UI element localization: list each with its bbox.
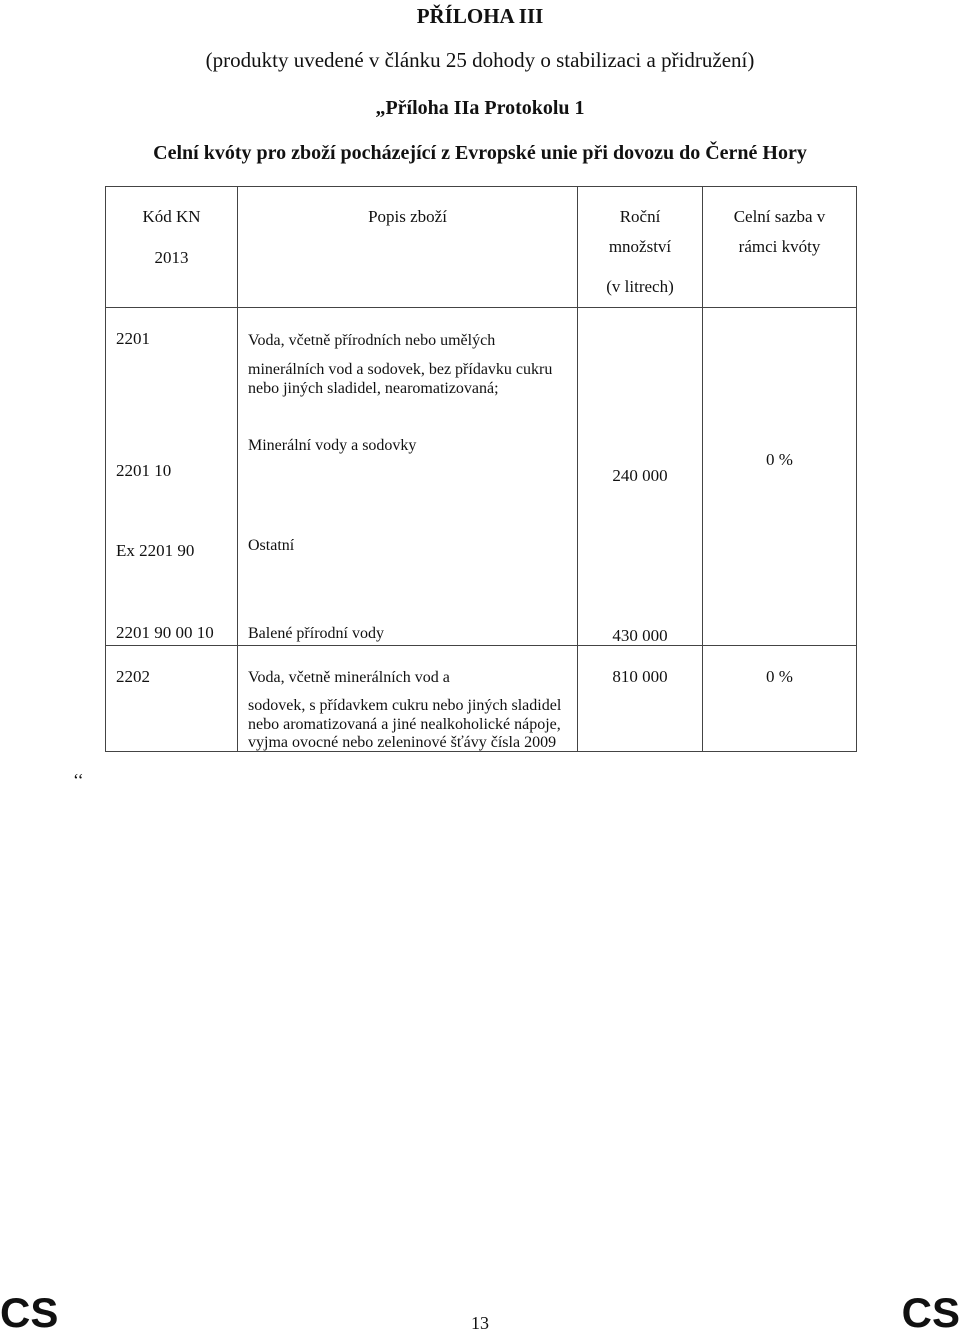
row-2202-desc-line2: sodovek, s přídavkem cukru nebo jiných sladidel [248, 697, 562, 714]
row-2201-desc-line2: minerálních vod a sodovek, bez přídavku cukru [248, 361, 553, 378]
table-right-border [856, 186, 857, 752]
header-rate-line2: rámci kvóty [738, 237, 821, 256]
row-2202-desc-line1: Voda, včetně minerálních vod a [248, 669, 450, 686]
header-rate-line1: Celní sazba v [733, 207, 826, 226]
row-2201900010-desc: Balené přírodní vody [248, 625, 384, 642]
header-separator [105, 307, 857, 308]
row-separator [105, 645, 857, 646]
row-2202-rate: 0 % [766, 667, 793, 686]
header-code-year: 2013 [154, 248, 189, 267]
row-2202-desc-line4: vyjma ovocné nebo zeleninové šťávy čísla 2009 [248, 734, 557, 751]
table-title: Celní kvóty pro zboží pocházející z Evropské unie při dovozu do Černé Hory [153, 142, 807, 164]
row-220110-code: 2201 10 [116, 461, 172, 480]
footer-language-mark-left: CS [0, 1289, 59, 1336]
closing-quote: ‘‘ [73, 770, 84, 790]
protocol-reference: „Příloha IIa Protokolu 1 [375, 97, 585, 119]
row-220110-quantity: 240 000 [612, 466, 668, 485]
row-2201900010-code: 2201 90 00 10 [116, 623, 214, 642]
header-quantity-line1: Roční [619, 207, 661, 226]
row-2202-quantity: 810 000 [612, 667, 668, 686]
row-2201-code: 2201 [116, 329, 150, 348]
annex-title: PŘÍLOHA III [416, 4, 544, 28]
annex-subtitle: (produkty uvedené v článku 25 dohody o stabilizaci a přidružení) [205, 48, 755, 72]
table-top-border [105, 186, 857, 187]
page-number: 13 [471, 1313, 489, 1333]
column-divider-1 [237, 186, 238, 752]
table-left-border [105, 186, 106, 752]
row-220110-desc: Minerální vody a sodovky [248, 437, 417, 454]
row-2201-desc-line1: Voda, včetně přírodních nebo umělých [248, 332, 496, 349]
header-quantity-line2: množství [608, 237, 672, 256]
row-2201-desc-line3: nebo jiných sladidel, nearomatizovaná; [248, 380, 499, 397]
row-220110-rate: 0 % [766, 450, 793, 469]
header-code-kn: Kód KN [142, 207, 201, 226]
row-ex220190-code: Ex 2201 90 [116, 541, 195, 560]
header-quantity-unit: (v litrech) [606, 277, 674, 296]
row-2202-code: 2202 [116, 667, 150, 686]
footer-language-mark-right: CS [901, 1289, 960, 1336]
row-2201900010-quantity: 430 000 [612, 626, 668, 645]
header-description: Popis zboží [368, 207, 447, 226]
row-2202-desc-line3: nebo aromatizovaná a jiné nealkoholické nápoje, [248, 716, 561, 733]
row-ex220190-desc: Ostatní [248, 537, 295, 554]
